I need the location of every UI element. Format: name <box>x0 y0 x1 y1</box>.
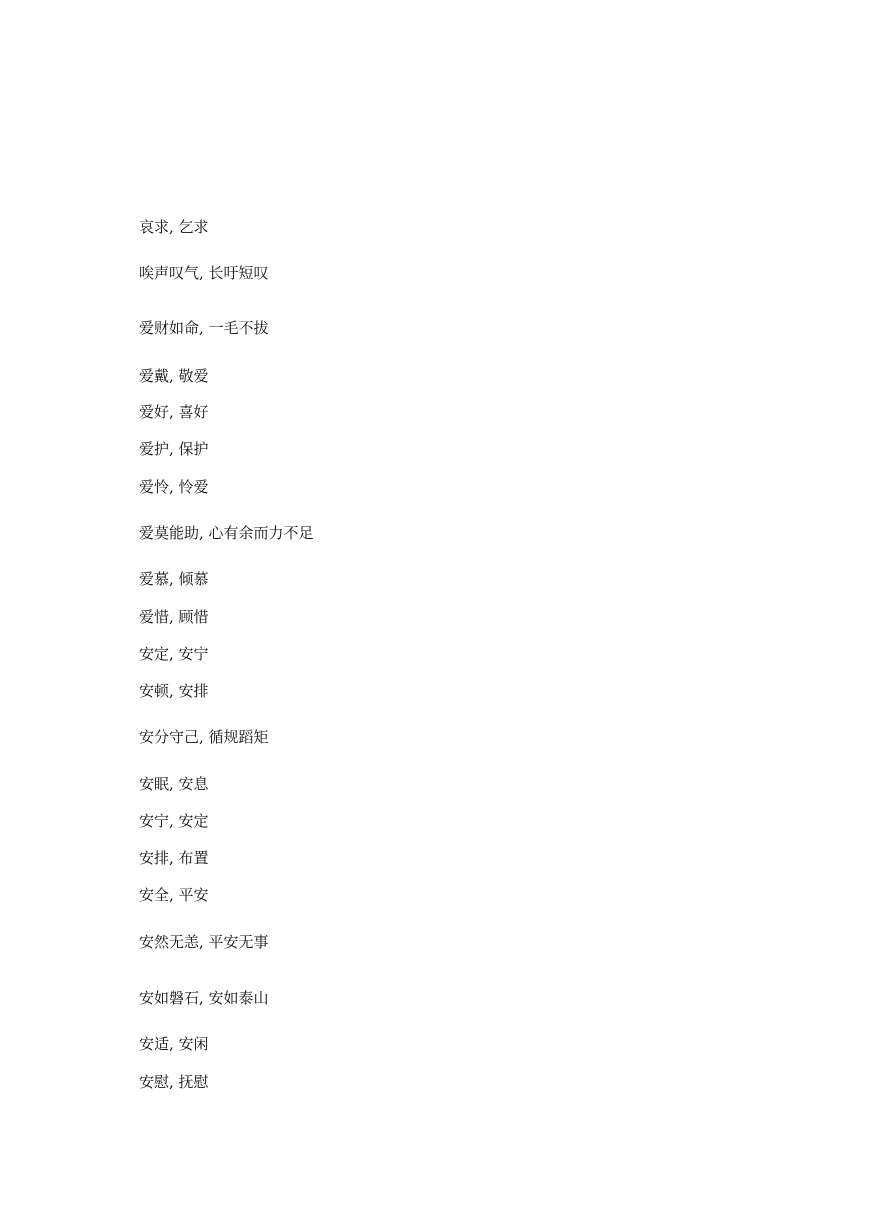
word-pair-line: 爱财如命, 一毛不拔 <box>139 319 269 337</box>
word-pair-line: 安眠, 安息 <box>139 775 209 793</box>
word-pair-line: 安慰, 抚慰 <box>139 1073 209 1091</box>
word-pair-line: 安定, 安宁 <box>139 645 209 663</box>
word-pair-line: 安宁, 安定 <box>139 812 209 830</box>
word-pair-line: 爱莫能助, 心有余而力不足 <box>139 524 314 542</box>
word-pair-line: 爱惜, 顾惜 <box>139 608 209 626</box>
word-pair-line: 爱护, 保护 <box>139 440 209 458</box>
word-pair-line: 安然无恙, 平安无事 <box>139 933 269 951</box>
word-pair-line: 安适, 安闲 <box>139 1035 209 1053</box>
word-pair-line: 哀求, 乞求 <box>139 218 209 236</box>
word-pair-line: 安全, 平安 <box>139 886 209 904</box>
word-pair-line: 爱怜, 怜爱 <box>139 478 209 496</box>
word-pair-line: 唉声叹气, 长吁短叹 <box>139 264 269 282</box>
word-pair-line: 爱好, 喜好 <box>139 403 209 421</box>
word-pair-line: 爱戴, 敬爱 <box>139 367 209 385</box>
word-pair-line: 安如磐石, 安如泰山 <box>139 989 269 1007</box>
word-pair-line: 安分守己, 循规蹈矩 <box>139 728 269 746</box>
word-pair-line: 爱慕, 倾慕 <box>139 570 209 588</box>
word-pair-line: 安排, 布置 <box>139 849 209 867</box>
word-pair-line: 安顿, 安排 <box>139 682 209 700</box>
